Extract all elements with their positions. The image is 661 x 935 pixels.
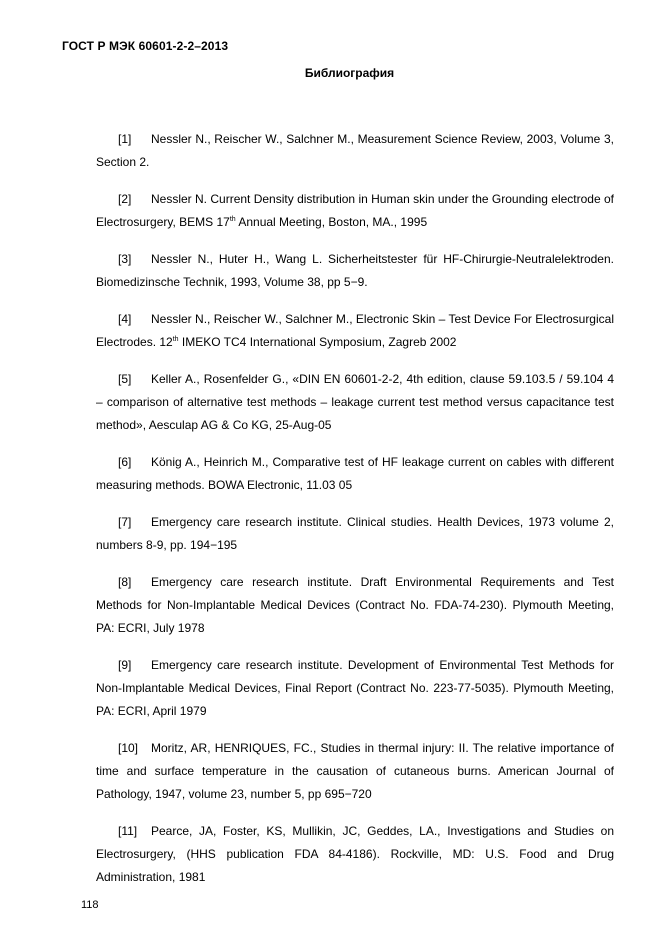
reference-item bbox=[96, 737, 614, 806]
reference-number: [8] bbox=[118, 575, 132, 589]
reference-number: [6] bbox=[118, 455, 132, 469]
reference-number: [7] bbox=[118, 515, 132, 529]
reference-text: Nessler N. Current Density distribution in Human skin under the Grounding electrode of Electrosurgery, BEMS 17 bbox=[96, 192, 614, 229]
page-number: 118 bbox=[81, 899, 99, 911]
reference-item bbox=[96, 654, 614, 723]
reference-superscript: th bbox=[172, 336, 179, 343]
reference-item bbox=[96, 248, 614, 294]
reference-number: [9] bbox=[118, 658, 132, 672]
page-title: Библиография bbox=[304, 66, 395, 80]
reference-item bbox=[96, 368, 614, 437]
reference-text: Keller A., Rosenfelder G., «DIN EN 60601-2-2, 4th edition, clause 59.103.5 / 59.104 4 – comparison of alternative test methods – leakage current test method versus capacitance test method», Aesculap AG & Co KG, 25-Aug-05 bbox=[96, 372, 614, 432]
bibliography-list bbox=[96, 128, 614, 903]
reference-item bbox=[96, 308, 614, 354]
reference-item bbox=[96, 820, 614, 889]
reference-item bbox=[96, 128, 614, 174]
reference-text: Nessler N., Huter H., Wang L. Sicherheitstester für HF-Chirurgie-Neutralelektroden. Biomedizinsche Technik, 1993, Volume 38, pp 5−9. bbox=[96, 252, 614, 289]
reference-text: Nessler N., Reischer W., Salchner M., Measurement Science Review, 2003, Volume 3, Section 2. bbox=[96, 132, 614, 169]
reference-item bbox=[96, 188, 614, 234]
reference-number: [3] bbox=[118, 252, 132, 266]
reference-text: König A., Heinrich M., Comparative test of HF leakage current on cables with different measuring methods. BOWA Electronic, 11.03 05 bbox=[96, 455, 614, 492]
reference-number: [5] bbox=[118, 372, 132, 386]
reference-item bbox=[96, 511, 614, 557]
reference-text: Pearce, JA, Foster, KS, Mullikin, JC, Geddes, LA., Investigations and Studies on Electrosurgery, (HHS publication FDA 84-4186). Rockville, MD: U.S. Food and Drug Administration, 1981 bbox=[96, 824, 614, 884]
reference-number: [10] bbox=[118, 741, 139, 755]
reference-number: [11] bbox=[118, 824, 138, 838]
reference-text-continued: Annual Meeting, Boston, MA., 1995 bbox=[235, 215, 428, 229]
reference-text: Nessler N., Reischer W., Salchner M., Electronic Skin – Test Device For Electrosurgical Electrodes. 12 bbox=[96, 312, 614, 349]
reference-number: [1] bbox=[118, 132, 132, 146]
document-standard-header: ГОСТ Р МЭК 60601-2-2–2013 bbox=[62, 39, 229, 53]
reference-number: [4] bbox=[118, 312, 132, 326]
reference-item bbox=[96, 571, 614, 640]
reference-text: Emergency care research institute. Clinical studies. Health Devices, 1973 volume 2, numbers 8-9, pp. 194−195 bbox=[96, 515, 614, 552]
reference-item bbox=[96, 451, 614, 497]
reference-superscript: th bbox=[229, 216, 236, 223]
reference-text-continued: IMEKO TC4 International Symposium, Zagreb 2002 bbox=[178, 335, 457, 349]
reference-text: Emergency care research institute. Draft Environmental Requirements and Test Methods for Non-Implantable Medical Devices (Contract No. FDA-74-230). Plymouth Meeting, PA: ECRI, July 1978 bbox=[96, 575, 614, 635]
reference-text: Moritz, AR, HENRIQUES, FC., Studies in thermal injury: II. The relative importance of time and surface temperature in the causation of cutaneous burns. American Journal of Pathology, 1947, volume 23, number 5, pp 695−720 bbox=[96, 741, 614, 801]
reference-text: Emergency care research institute. Development of Environmental Test Methods for Non-Implantable Medical Devices, Final Report (Contract No. 223-77-5035). Plymouth Meeting, PA: ECRI, April 1979 bbox=[96, 658, 614, 718]
reference-number: [2] bbox=[118, 192, 132, 206]
